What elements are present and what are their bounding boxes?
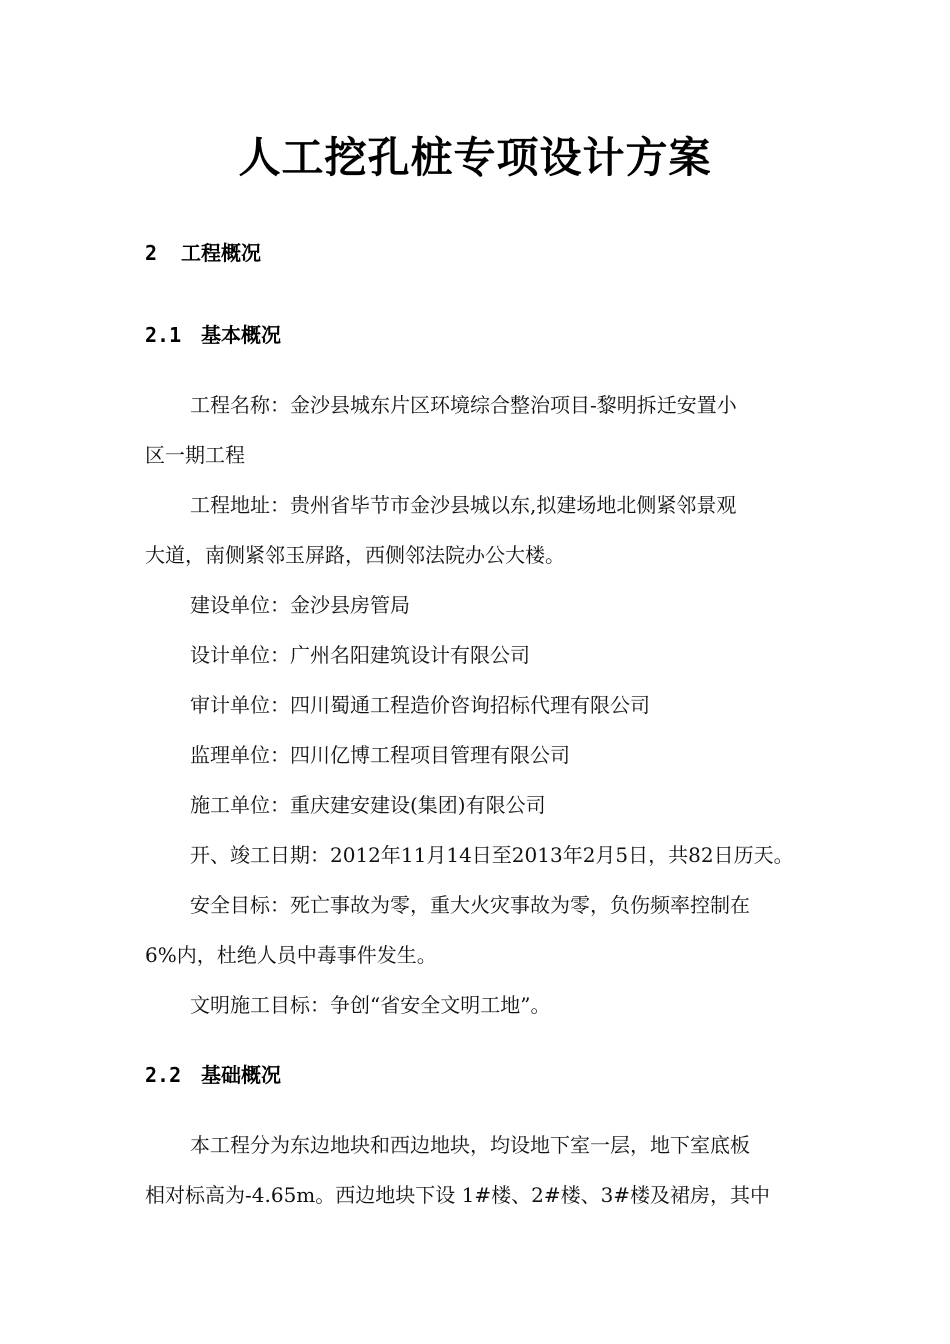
paragraph-line: 审计单位：四川蜀通工程造价咨询招标代理有限公司 xyxy=(190,693,650,717)
design-unit-paragraph xyxy=(145,630,810,680)
foundation-overview-paragraph xyxy=(145,1120,810,1220)
paragraph-line: 本工程分为东边地块和西边地块，均设地下室一层，地下室底板 xyxy=(190,1133,750,1157)
contractor-paragraph xyxy=(145,780,810,830)
supervision-unit-paragraph xyxy=(145,730,810,780)
paragraph-line: 工程名称：金沙县城东片区环境综合整治项目-黎明拆迁安置小 xyxy=(190,393,737,417)
section-number: 2 xyxy=(145,241,158,265)
paragraph-line: 监理单位：四川亿博工程项目管理有限公司 xyxy=(190,743,570,767)
paragraph-line: 施工单位：重庆建安建设(集团)有限公司 xyxy=(190,793,546,817)
paragraph-line: 工程地址：贵州省毕节市金沙县城以东,拟建场地北侧紧邻景观 xyxy=(190,493,737,517)
paragraph-line: 安全目标：死亡事故为零，重大火灾事故为零，负伤频率控制在 xyxy=(190,893,750,917)
paragraph-line: 大道，南侧紧邻玉屏路，西侧邻法院办公大楼。 xyxy=(145,543,565,567)
civilized-construction-paragraph xyxy=(145,980,810,1030)
paragraph-line: 文明施工目标：争创“省安全文明工地”。 xyxy=(190,993,551,1017)
section-title: 基础概况 xyxy=(201,1063,281,1087)
paragraph-line: 6%内，杜绝人员中毒事件发生。 xyxy=(145,943,437,967)
audit-unit-paragraph xyxy=(145,680,810,730)
section-title: 工程概况 xyxy=(181,241,261,265)
paragraph-line: 开、竣工日期：2012年11月14日至2013年2月5日，共82日历天。 xyxy=(190,843,794,867)
section-heading-2-1 xyxy=(145,320,281,350)
section-heading-2-2 xyxy=(145,1060,281,1090)
section-heading-2 xyxy=(145,238,261,268)
construction-unit-paragraph xyxy=(145,580,810,630)
section-number: 2.2 xyxy=(145,1063,182,1087)
safety-goal-paragraph xyxy=(145,880,810,980)
paragraph-line: 设计单位：广州名阳建筑设计有限公司 xyxy=(190,643,530,667)
schedule-paragraph xyxy=(145,830,810,880)
project-name-paragraph xyxy=(145,380,810,480)
paragraph-line: 相对标高为-4.65m。西边地块下设 1#楼、2#楼、3#楼及裙房，其中 xyxy=(145,1183,771,1207)
paragraph-line: 建设单位：金沙县房管局 xyxy=(190,593,410,617)
paragraph-line: 区一期工程 xyxy=(145,443,245,467)
project-address-paragraph xyxy=(145,480,810,580)
section-number: 2.1 xyxy=(145,323,182,347)
document-title: 人工挖孔桩专项设计方案 xyxy=(238,133,712,182)
section-title: 基本概况 xyxy=(201,323,281,347)
